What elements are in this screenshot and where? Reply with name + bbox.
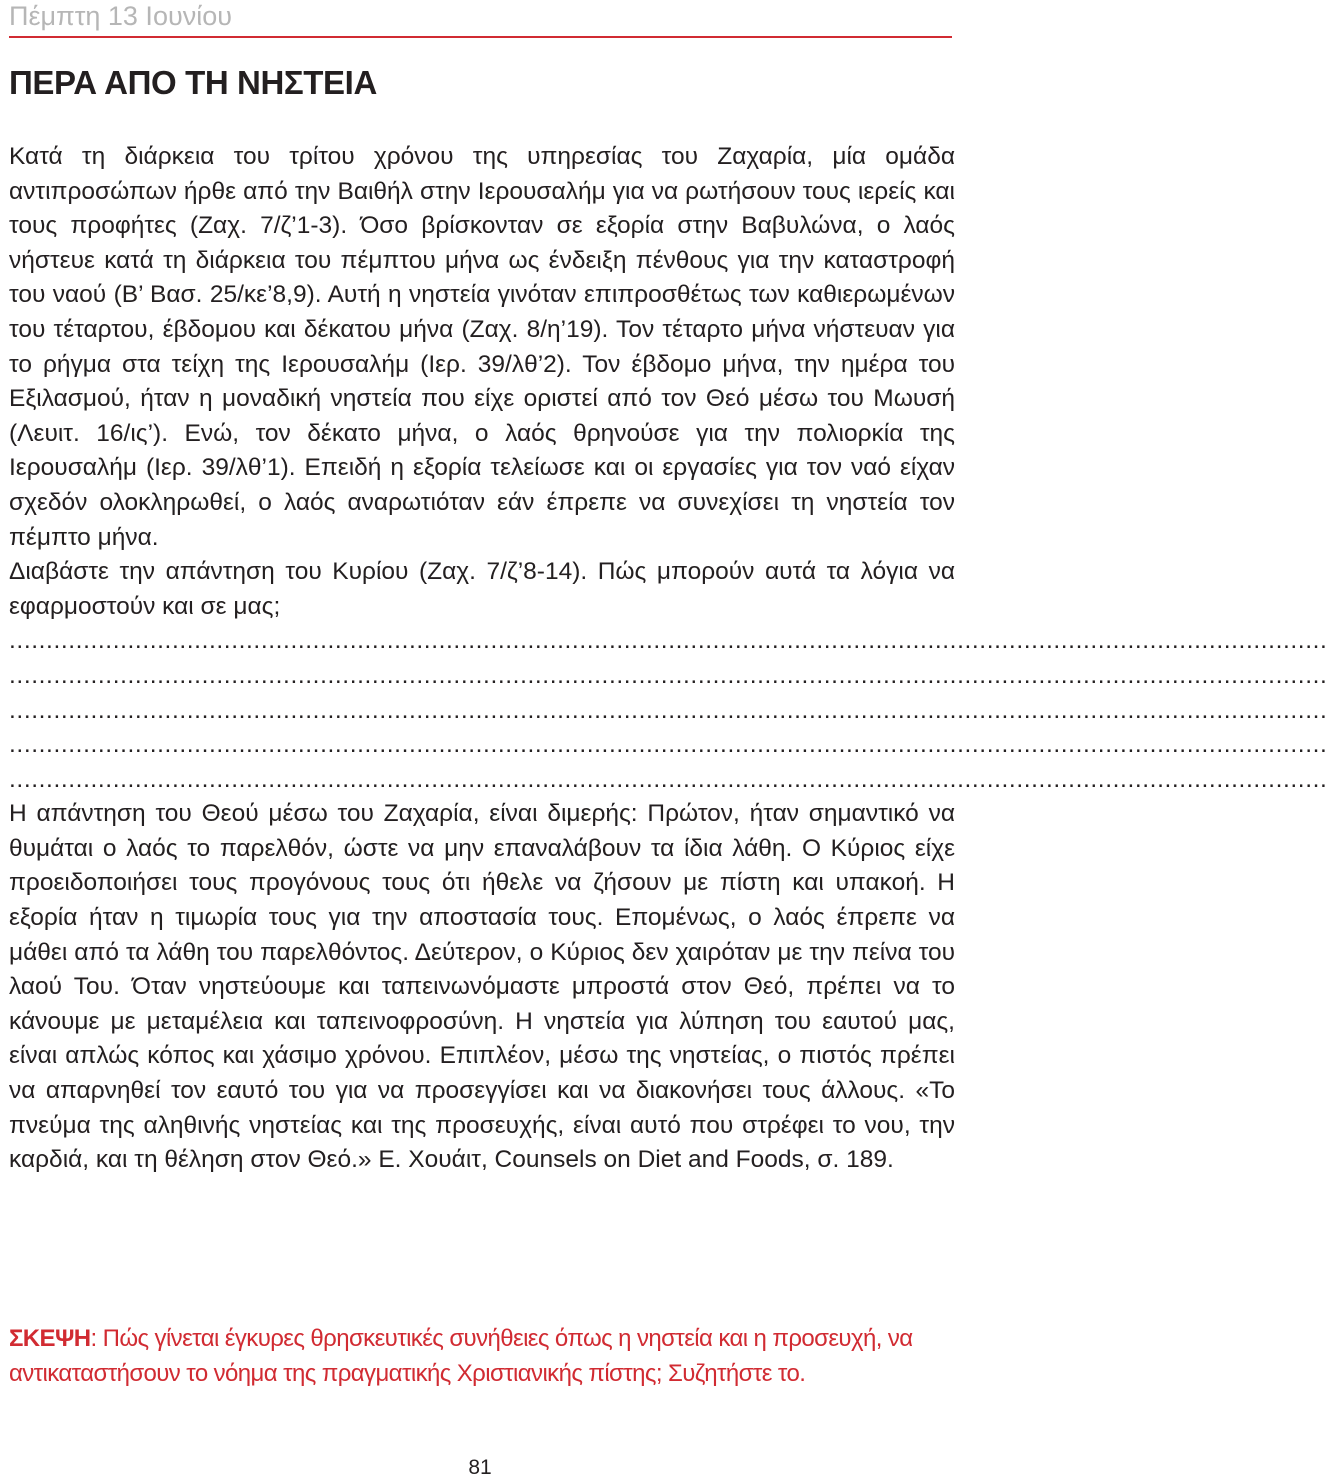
study-question: Διαβάστε την απάντηση του Κυρίου (Ζαχ. 7/ζ’8-14). Πώς μπορούν αυτά τα λόγια να εφαρμοστούν και σε μας; — [9, 558, 955, 620]
answer-line: .................................................................................................................................................................................. — [9, 627, 1327, 655]
answer-line: .................................................................................................................................................................................. — [9, 661, 1327, 689]
answer-area — [9, 624, 1327, 797]
lesson-body — [9, 140, 1327, 1178]
page-number: 81 — [468, 1456, 492, 1479]
header-divider — [9, 36, 952, 38]
answer-line: .................................................................................................................................................................................. — [9, 696, 1327, 724]
day-header: Πέμπτη 13 Ιουνίου — [9, 1, 233, 31]
intro-paragraph: Κατά τη διάρκεια του τρίτου χρόνου της υπηρεσίας του Ζαχαρία, μία ομάδα αντιπροσώπων ήρθε από την Βαιθήλ στην Ιερουσαλήμ για να ρωτήσουν τους ιερείς και τους προφήτες (Ζαχ. 7/ζ’1-3). Όσο βρίσκονταν σε εξορία στην Βαβυλώνα, ο λαός νήστευε κατά τη διάρκεια του πέμπτου μήνα ως ένδειξη πένθους για την καταστροφή του ναού (Β’ Βασ. 25/κε’8,9). Αυτή η νηστεία γινόταν επιπροσθέτως των καθιερωμένων του τέταρτου, έβδομου και δέκατου μήνα (Ζαχ. 8/η’19). Τον τέταρτο μήνα νήστευαν για το ρήγμα στα τείχη της Ιερουσαλήμ (Ιερ. 39/λθ’2). Τον έβδομο μήνα, την ημέρα του Εξιλασμού, ήταν η μοναδική νηστεία που είχε οριστεί από τον Θεό μέσω του Μωυσή (Λευιτ. 16/ις’). Ενώ, τον δέκατο μήνα, ο λαός θρηνούσε για την πολιορκία της Ιερουσαλήμ (Ιερ. 39/λθ’1). Επειδή η εξορία τελείωσε και οι εργασίες για τον ναό είχαν σχεδόν ολοκληρωθεί, ο λαός αναρωτιόταν εάν έπρεπε να συνεχίσει τη νηστεία τον πέμπτο μήνα. — [9, 143, 955, 551]
thought-separator: : — [90, 1325, 97, 1352]
answer-line: .................................................................................................................................................................................. — [9, 731, 1327, 759]
explanation-paragraph: Η απάντηση του Θεού μέσω του Ζαχαρία, είναι διμερής: Πρώτον, ήταν σημαντικό να θυμάται ο λαός το παρελθόν, ώστε να μην επαναλάβουν τα ίδια λάθη. Ο Κύριος είχε προειδοποιήσει τους προγόνους τους ότι ήθελε να ζήσουν με πίστη και υπακοή. Η εξορία ήταν η τιμωρία τους για την αποστασία τους. Επομένως, ο λαός έπρεπε να μάθει από τα λάθη του παρελθόντος. Δεύτερον, ο Κύριος δεν χαιρόταν με την πείνα του λαού Του. Όταν νηστεύουμε και ταπεινωνόμαστε μπροστά στον Θεό, πρέπει να το κάνουμε με μεταμέλεια και ταπεινοφροσύνη. Η νηστεία για λύπηση του εαυτού μας, είναι απλώς κόπος και χάσιμο χρόνου. Επιπλέον, μέσω της νηστείας, ο πιστός πρέπει να απαρνηθεί τον εαυτό του για να προσεγγίσει και να διακονήσει τους άλλους. «Το πνεύμα της αληθινής νηστείας και της προσευχής, είναι αυτό που στρέφει το νου, την καρδιά, και τη θέληση στον Θεό.» Ε. Χουάιτ, Counsels on Diet and Foods, σ. 189. — [9, 800, 955, 1174]
thought-label: ΣΚΕΨΗ — [9, 1325, 91, 1352]
answer-line: .................................................................................................................................................................................. — [9, 765, 1327, 793]
thought-text: Πώς γίνεται έγκυρες θρησκευτικές συνήθειες όπως η νηστεία και η προσευχή, να αντικαταστήσουν το νόημα της πραγματικής Χριστιανικής πίστης; Συζητήστε το. — [9, 1325, 913, 1387]
thought-box — [9, 1322, 955, 1391]
lesson-title: ΠΕΡΑ ΑΠΟ ΤΗ ΝΗΣΤΕΙΑ — [9, 64, 377, 101]
